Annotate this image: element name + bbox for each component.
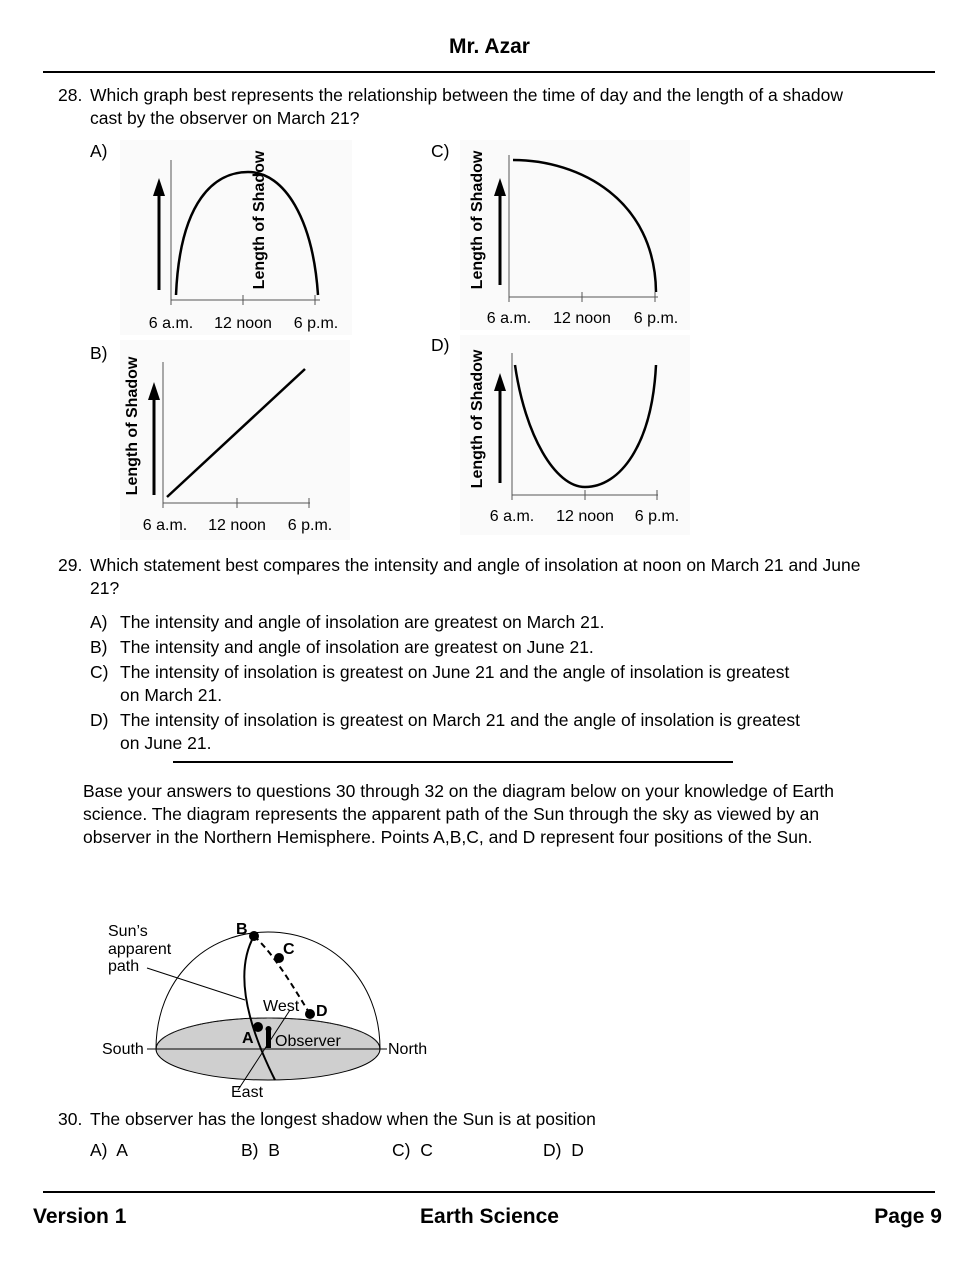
option-letter: B) xyxy=(241,1140,259,1160)
graph-c-ylabel: Length of Shadow xyxy=(469,150,486,290)
option-text: The intensity of insolation is greatest on June 21 and the angle of insolation is greatest on March 21. xyxy=(120,662,790,705)
answer-option-a[interactable] xyxy=(90,1140,128,1161)
svg-text:6 a.m.: 6 a.m. xyxy=(489,508,535,525)
svg-text:C: C xyxy=(283,941,295,958)
graph-a-ylabel: Length of Shadow xyxy=(251,150,268,290)
option-letter: D) xyxy=(543,1140,562,1160)
answer-option-c[interactable] xyxy=(90,661,820,707)
option-letter: D) xyxy=(90,710,109,730)
footer-divider xyxy=(43,1191,935,1193)
svg-text:East: East xyxy=(231,1084,264,1101)
footer-version: Version 1 xyxy=(33,1205,127,1228)
question-number: 29. xyxy=(58,555,83,575)
option-text: The intensity of insolation is greatest on March 21 and the angle of insolation is greatest on June 21. xyxy=(120,710,800,753)
question-text: Which graph best represents the relationship between the time of day and the length of a shadow cast by the observer on March 21? xyxy=(90,85,843,128)
svg-text:apparent: apparent xyxy=(108,941,172,958)
svg-text:B: B xyxy=(236,921,248,938)
svg-text:path: path xyxy=(108,958,140,975)
option-letter: A) xyxy=(90,612,108,632)
answer-option-b[interactable] xyxy=(90,636,820,659)
graph-c-letter[interactable]: C) xyxy=(431,141,450,161)
question-28 xyxy=(58,84,878,130)
svg-text:12 noon: 12 noon xyxy=(556,508,614,525)
sun-point-b xyxy=(249,931,259,941)
graph-a-letter[interactable]: A) xyxy=(90,141,108,161)
svg-text:6 p.m.: 6 p.m. xyxy=(633,310,679,327)
question-number: 28. xyxy=(58,85,83,105)
option-letter: C) xyxy=(90,662,109,682)
question-number: 30. xyxy=(58,1109,83,1129)
answer-option-c[interactable] xyxy=(392,1140,433,1161)
observer-icon xyxy=(266,1030,271,1048)
svg-text:12 noon: 12 noon xyxy=(214,315,272,332)
graph-d xyxy=(460,335,690,535)
graph-d-ylabel: Length of Shadow xyxy=(469,349,486,489)
svg-text:12 noon: 12 noon xyxy=(208,517,266,534)
svg-text:Sun’s: Sun’s xyxy=(108,923,148,940)
svg-text:South: South xyxy=(102,1041,144,1058)
option-text: The intensity and angle of insolation are greatest on March 21. xyxy=(120,612,605,632)
svg-text:A: A xyxy=(242,1030,254,1047)
option-letter: C) xyxy=(392,1140,411,1160)
svg-text:6 p.m.: 6 p.m. xyxy=(293,315,339,332)
graph-c xyxy=(460,140,690,330)
option-text: B xyxy=(268,1140,280,1160)
answer-option-a[interactable] xyxy=(90,611,820,634)
question-29 xyxy=(58,554,878,600)
svg-text:6 p.m.: 6 p.m. xyxy=(287,517,333,534)
svg-text:West: West xyxy=(263,998,300,1015)
footer-subject: Earth Science xyxy=(420,1205,559,1228)
sun-point-d xyxy=(305,1009,315,1019)
sun-point-a xyxy=(253,1022,263,1032)
svg-text:6 a.m.: 6 a.m. xyxy=(486,310,532,327)
header-divider xyxy=(43,71,935,73)
graph-b xyxy=(120,340,350,540)
passage-text: Base your answers to questions 30 through 32 on the diagram below on your knowledge of Earth science. The diagram represents the apparent path of the Sun through the sky as viewed by an observer in the Northern Hemisphere. Points A,B,C, and D represent four positions of the Sun. xyxy=(83,781,835,847)
svg-text:Observer: Observer xyxy=(275,1033,341,1050)
question-text: Which statement best compares the intensity and angle of insolation at noon on March 21 and June 21? xyxy=(90,555,861,598)
graph-b-letter[interactable]: B) xyxy=(90,343,108,363)
answer-option-d[interactable] xyxy=(543,1140,584,1161)
section-divider xyxy=(173,761,733,763)
graph-d-letter[interactable]: D) xyxy=(431,335,450,355)
option-letter: A) xyxy=(90,1140,108,1160)
svg-text:6 p.m.: 6 p.m. xyxy=(634,508,680,525)
answer-option-b[interactable] xyxy=(241,1140,280,1161)
page-header-title: Mr. Azar xyxy=(449,35,530,58)
option-text: D xyxy=(571,1140,584,1160)
graph-a xyxy=(120,140,352,335)
svg-text:6 a.m.: 6 a.m. xyxy=(142,517,188,534)
option-letter: B) xyxy=(90,637,108,657)
question-30 xyxy=(58,1108,878,1131)
graph-b-ylabel: Length of Shadow xyxy=(124,356,141,496)
answer-option-d[interactable] xyxy=(90,709,820,755)
svg-text:12 noon: 12 noon xyxy=(553,310,611,327)
option-text: A xyxy=(116,1140,128,1160)
sun-path-diagram xyxy=(95,910,440,1105)
footer-page-number: Page 9 xyxy=(874,1205,942,1228)
option-text: The intensity and angle of insolation are greatest on June 21. xyxy=(120,637,594,657)
question-text: The observer has the longest shadow when the Sun is at position xyxy=(90,1109,596,1129)
svg-text:6 a.m.: 6 a.m. xyxy=(148,315,194,332)
option-text: C xyxy=(420,1140,433,1160)
svg-text:North: North xyxy=(388,1041,428,1058)
svg-text:D: D xyxy=(316,1003,328,1020)
